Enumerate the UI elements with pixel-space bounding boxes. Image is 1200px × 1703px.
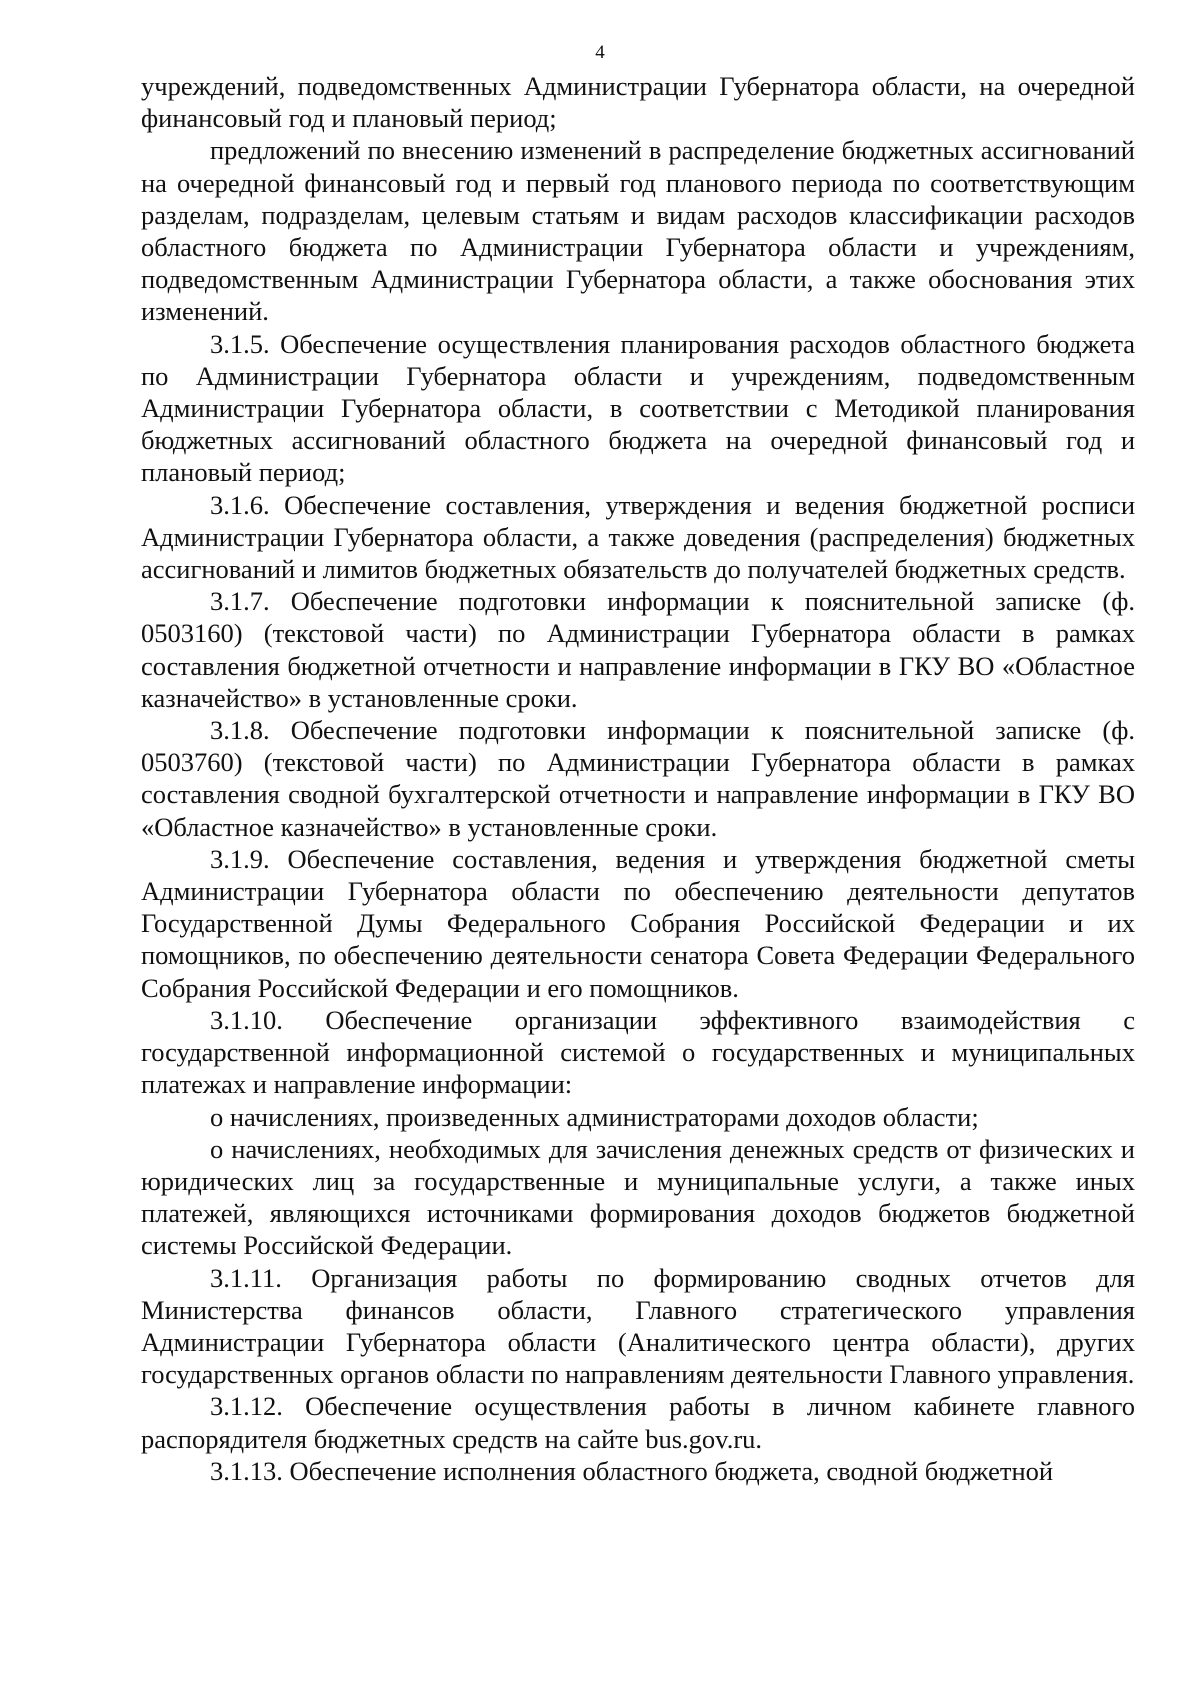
- paragraph-3-1-12: 3.1.12. Обеспечение осуществления работы в личном кабинете главного распорядителя бюджетных средств на сайте bus.gov.ru.: [141, 1391, 1135, 1454]
- paragraph-3-1-6: 3.1.6. Обеспечение составления, утверждения и ведения бюджетной росписи Администрации Губернатора области, а также доведения (распределения) бюджетных ассигнований и лимитов бюджетных обязательств до получателей бюджетных средств.: [141, 489, 1135, 585]
- paragraph-3-1-10: 3.1.10. Обеспечение организации эффективного взаимодействия с государственной информационной системой о государственных и муниципальных платежах и направление информации:: [141, 1004, 1135, 1100]
- paragraph-3-1-9: 3.1.9. Обеспечение составления, ведения и утверждения бюджетной сметы Администрации Губернатора области по обеспечению деятельности депутатов Государственной Думы Федерального Собрания Российской Федерации и их помощников, по обеспечению деятельности сенатора Совета Федерации Федерального Собрания Российской Федерации и его помощников.: [141, 843, 1135, 1003]
- paragraph-3-1-7: 3.1.7. Обеспечение подготовки информации к пояснительной записке (ф. 0503160) (текстовой части) по Администрации Губернатора области в рамках составления бюджетной отчетности и направление информации в ГКУ ВО «Областное казначейство» в установленные сроки.: [141, 586, 1135, 713]
- paragraph: предложений по внесению изменений в распределение бюджетных ассигнований на очередной финансовый год и первый год планового периода по соответствующим разделам, подразделам, целевым статьям и видам расходов классификации расходов областного бюджета по Администрации Губернатора области и учреждениям, подведомственным Администрации Губернатора области, а также обоснования этих изменений.: [141, 135, 1135, 327]
- document-body: [141, 70, 1135, 1487]
- paragraph: о начислениях, необходимых для зачисления денежных средств от физических и юридических лиц за государственные и муниципальные услуги, а также иных платежей, являющихся источниками формирования доходов бюджетов бюджетной системы Российской Федерации.: [141, 1133, 1135, 1261]
- paragraph: о начислениях, произведенных администраторами доходов области;: [210, 1101, 979, 1132]
- paragraph-3-1-13: 3.1.13. Обеспечение исполнения областного бюджета, сводной бюджетной: [210, 1455, 1054, 1486]
- paragraph-3-1-5: 3.1.5. Обеспечение осуществления планирования расходов областного бюджета по Администрации Губернатора области и учреждениям, подведомственным Администрации Губернатора области, в соответствии с Методикой планирования бюджетных ассигнований областного бюджета на очередной финансовый год и плановый период;: [141, 328, 1135, 488]
- paragraph-3-1-11: 3.1.11. Организация работы по формированию сводных отчетов для Министерства финансов области, Главного стратегического управления Администрации Губернатора области (Аналитического центра области), других государственных органов области по направлениям деятельности Главного управления.: [141, 1262, 1135, 1390]
- page-number: 4: [595, 42, 605, 63]
- paragraph: учреждений, подведомственных Администрации Губернатора области, на очередной финансовый год и плановый период;: [141, 71, 1135, 134]
- paragraph-3-1-8: 3.1.8. Обеспечение подготовки информации к пояснительной записке (ф. 0503760) (текстовой части) по Администрации Губернатора области в рамках составления сводной бухгалтерской отчетности и направление информации в ГКУ ВО «Областное казначейство» в установленные сроки.: [141, 715, 1135, 842]
